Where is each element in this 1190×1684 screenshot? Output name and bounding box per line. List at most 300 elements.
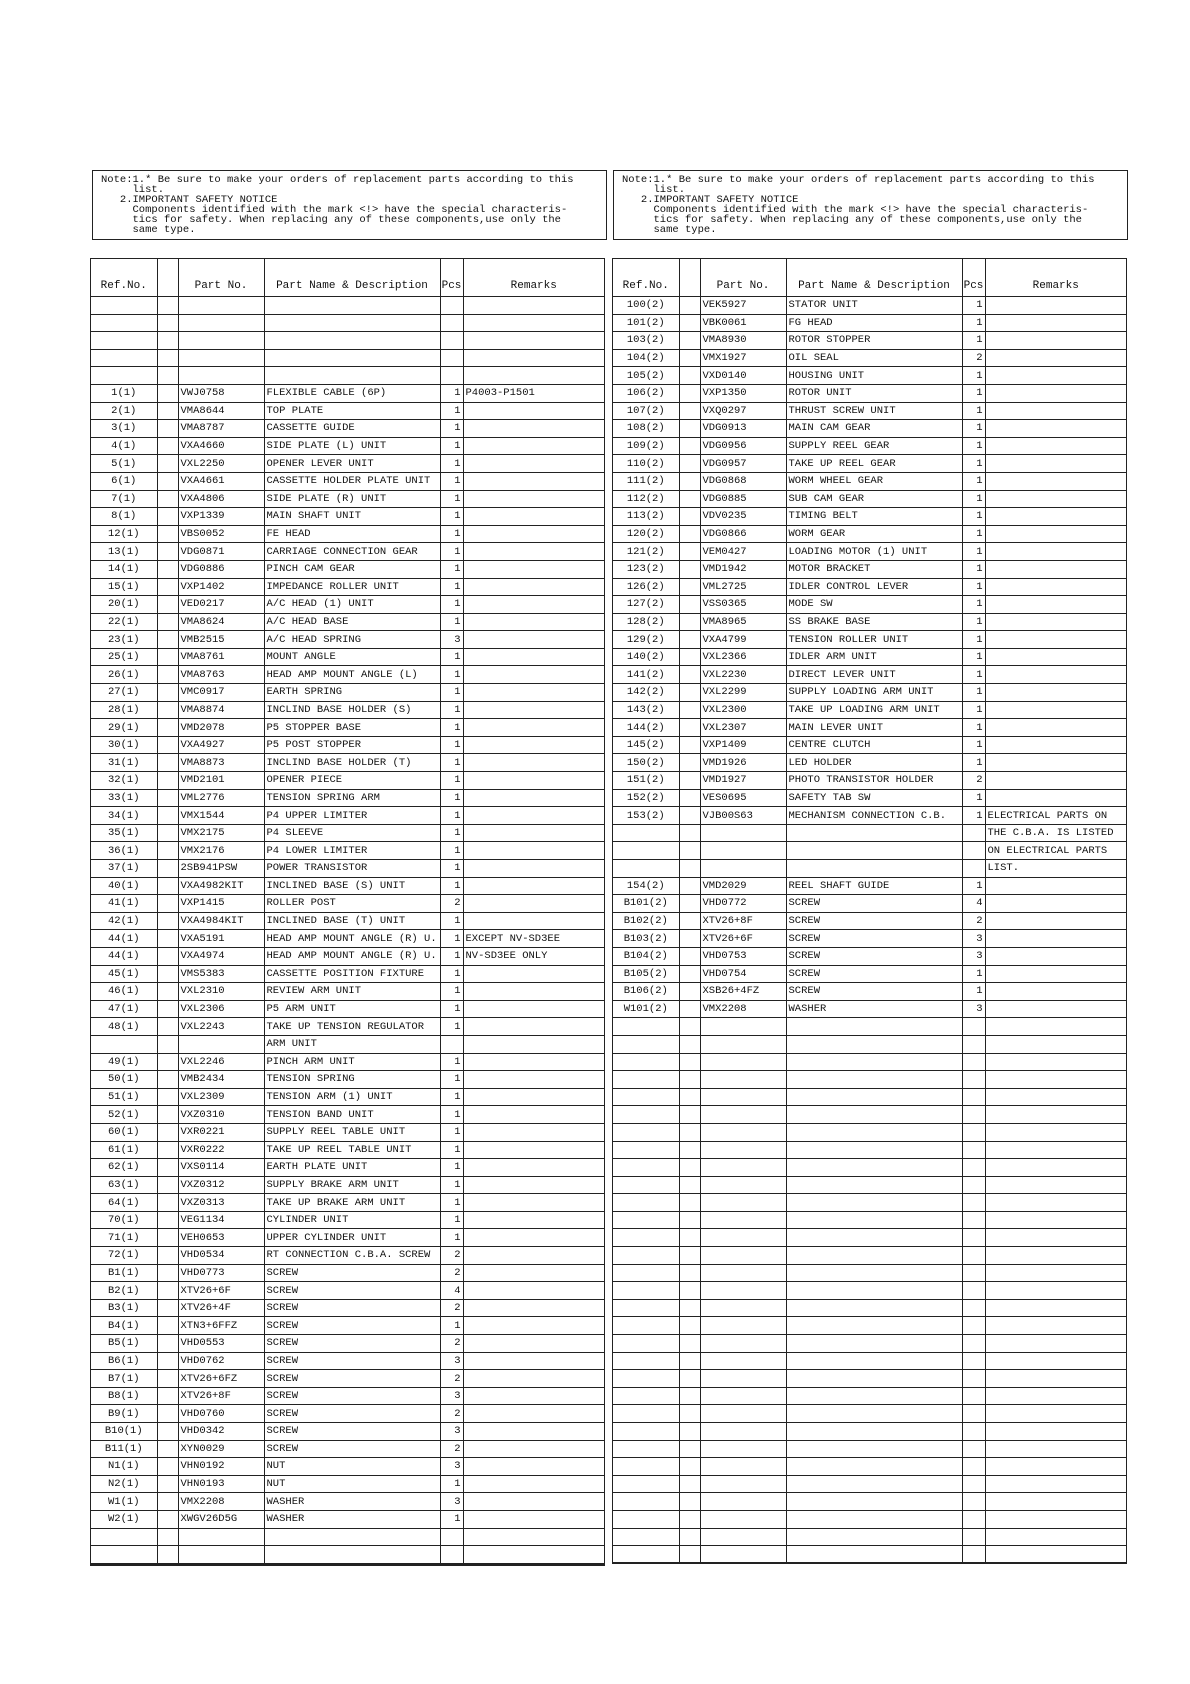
description-cell: TENSION ARM (1) UNIT — [264, 1088, 440, 1106]
part-no-cell: VED0217 — [178, 596, 264, 614]
ref-no-cell: 105(2) — [613, 367, 679, 385]
ref-no-cell: 61(1) — [91, 1141, 157, 1159]
table-row — [613, 1282, 1126, 1300]
part-no-cell: VHN0192 — [178, 1458, 264, 1476]
mark-cell — [157, 719, 178, 737]
pcs-cell — [962, 1423, 985, 1441]
ref-no-cell: 47(1) — [91, 1000, 157, 1018]
remarks-cell — [985, 1475, 1126, 1493]
table-row — [613, 367, 1126, 385]
mark-cell — [679, 1528, 700, 1546]
description-cell: SCREW — [786, 912, 962, 930]
mark-cell — [679, 684, 700, 702]
table-row — [91, 455, 604, 473]
pcs-cell: 4 — [962, 895, 985, 913]
remarks-cell — [985, 472, 1126, 490]
mark-cell — [157, 332, 178, 350]
ref-no-cell: 100(2) — [613, 297, 679, 315]
remarks-cell — [985, 332, 1126, 350]
pcs-cell: 1 — [440, 437, 463, 455]
mark-cell — [157, 384, 178, 402]
description-cell: TENSION SPRING — [264, 1071, 440, 1089]
mark-cell — [679, 1282, 700, 1300]
remarks-cell — [463, 508, 604, 526]
remarks-cell — [463, 1510, 604, 1528]
pcs-cell: 1 — [962, 543, 985, 561]
remarks-cell — [463, 613, 604, 631]
description-cell: ROTOR UNIT — [786, 384, 962, 402]
mark-cell — [157, 895, 178, 913]
part-no-cell: VMS5383 — [178, 965, 264, 983]
part-no-cell: VEM0427 — [700, 543, 786, 561]
part-no-cell — [700, 1458, 786, 1476]
ref-no-cell: 7(1) — [91, 490, 157, 508]
pcs-cell: 2 — [440, 1299, 463, 1317]
remarks-cell — [985, 1282, 1126, 1300]
description-cell: MODE SW — [786, 596, 962, 614]
remarks-cell — [985, 1159, 1126, 1177]
pcs-cell — [962, 1123, 985, 1141]
remarks-cell — [985, 1510, 1126, 1528]
table-row — [613, 596, 1126, 614]
ref-no-cell — [91, 349, 157, 367]
mark-cell — [157, 648, 178, 666]
table-row — [613, 349, 1126, 367]
part-no-cell — [700, 1510, 786, 1528]
part-no-cell: VHD0762 — [178, 1352, 264, 1370]
mark-cell — [679, 824, 700, 842]
ref-no-cell — [613, 1123, 679, 1141]
remarks-cell — [985, 1035, 1126, 1053]
remarks-cell — [985, 455, 1126, 473]
description-cell: TAKE UP LOADING ARM UNIT — [786, 701, 962, 719]
remarks-cell — [985, 947, 1126, 965]
remarks-cell — [985, 719, 1126, 737]
part-no-cell: VXA4927 — [178, 736, 264, 754]
description-cell: A/C HEAD BASE — [264, 613, 440, 631]
description-cell: SS BRAKE BASE — [786, 613, 962, 631]
part-no-cell: VHD0753 — [700, 947, 786, 965]
table-row — [613, 1247, 1126, 1265]
table-row — [613, 877, 1126, 895]
description-cell: CASSETTE GUIDE — [264, 420, 440, 438]
table-row — [91, 1528, 604, 1546]
pcs-cell — [962, 1141, 985, 1159]
remarks-cell — [985, 1018, 1126, 1036]
remarks-cell — [463, 648, 604, 666]
description-cell: LED HOLDER — [786, 754, 962, 772]
pcs-cell — [962, 1018, 985, 1036]
part-no-cell — [178, 332, 264, 350]
part-no-cell — [700, 1159, 786, 1177]
remarks-cell — [463, 1352, 604, 1370]
ref-no-cell: 14(1) — [91, 560, 157, 578]
pcs-cell — [962, 1159, 985, 1177]
remarks-cell — [463, 560, 604, 578]
table-row — [613, 1035, 1126, 1053]
mark-cell — [157, 1423, 178, 1441]
ref-no-cell: 32(1) — [91, 772, 157, 790]
remarks-cell — [985, 736, 1126, 754]
remarks-cell — [985, 895, 1126, 913]
ref-no-cell — [613, 1440, 679, 1458]
part-no-cell: VXS0114 — [178, 1159, 264, 1177]
mark-cell — [157, 983, 178, 1001]
mark-cell — [157, 349, 178, 367]
part-no-cell: VXP1409 — [700, 736, 786, 754]
remarks-cell — [985, 525, 1126, 543]
description-cell: ARM UNIT — [264, 1035, 440, 1053]
pcs-cell: 2 — [440, 1247, 463, 1265]
part-no-cell: VMA8763 — [178, 666, 264, 684]
description-cell: LOADING MOTOR (1) UNIT — [786, 543, 962, 561]
description-cell: SCREW — [264, 1423, 440, 1441]
description-cell — [264, 349, 440, 367]
mark-cell — [679, 332, 700, 350]
description-cell — [786, 1018, 962, 1036]
part-no-cell: XWGV26D5G — [178, 1510, 264, 1528]
part-no-cell: VXA4974 — [178, 947, 264, 965]
table-row — [613, 472, 1126, 490]
description-cell — [786, 1299, 962, 1317]
ref-no-cell: 15(1) — [91, 578, 157, 596]
description-cell: SUPPLY LOADING ARM UNIT — [786, 684, 962, 702]
ref-no-cell — [613, 1229, 679, 1247]
ref-no-cell — [613, 1018, 679, 1036]
table-row — [613, 384, 1126, 402]
ref-no-cell — [613, 1194, 679, 1212]
ref-no-cell: 103(2) — [613, 332, 679, 350]
ref-no-cell: B7(1) — [91, 1370, 157, 1388]
ref-no-cell — [91, 1546, 157, 1564]
description-cell: TIMING BELT — [786, 508, 962, 526]
mark-cell — [679, 1229, 700, 1247]
remarks-cell: LIST. — [985, 860, 1126, 878]
table-row — [613, 701, 1126, 719]
mark-cell — [679, 349, 700, 367]
ref-no-cell — [613, 1071, 679, 1089]
table-row — [613, 1528, 1126, 1546]
part-no-cell — [700, 1035, 786, 1053]
ref-no-cell: 28(1) — [91, 701, 157, 719]
part-no-cell — [700, 1088, 786, 1106]
pcs-cell — [440, 367, 463, 385]
mark-cell — [157, 578, 178, 596]
part-no-cell: XTV26+6FZ — [178, 1370, 264, 1388]
part-no-cell — [178, 314, 264, 332]
ref-no-cell: 36(1) — [91, 842, 157, 860]
remarks-cell — [463, 1194, 604, 1212]
mark-cell — [679, 1035, 700, 1053]
table-row — [91, 1088, 604, 1106]
ref-no-cell: N2(1) — [91, 1475, 157, 1493]
pcs-cell: 1 — [962, 596, 985, 614]
ref-no-cell — [613, 1159, 679, 1177]
remarks-cell — [985, 1211, 1126, 1229]
part-no-cell: VXA4982KIT — [178, 877, 264, 895]
pcs-cell: 1 — [440, 860, 463, 878]
remarks-cell — [985, 1123, 1126, 1141]
pcs-cell — [962, 1194, 985, 1212]
description-cell: SCREW — [264, 1387, 440, 1405]
table-row — [91, 543, 604, 561]
ref-no-cell: 48(1) — [91, 1018, 157, 1036]
description-cell: CARRIAGE CONNECTION GEAR — [264, 543, 440, 561]
table-row — [91, 1440, 604, 1458]
part-no-cell: VDG0913 — [700, 420, 786, 438]
description-cell: SCREW — [264, 1440, 440, 1458]
description-cell: SCREW — [264, 1370, 440, 1388]
remarks-cell — [463, 877, 604, 895]
ref-no-cell: 42(1) — [91, 912, 157, 930]
mark-cell — [679, 578, 700, 596]
ref-no-cell: 109(2) — [613, 437, 679, 455]
description-cell — [786, 1405, 962, 1423]
ref-no-cell: B8(1) — [91, 1387, 157, 1405]
part-no-cell: VXA4984KIT — [178, 912, 264, 930]
description-cell — [786, 1370, 962, 1388]
part-no-cell — [700, 1229, 786, 1247]
remarks-cell — [463, 1387, 604, 1405]
table-row — [613, 1352, 1126, 1370]
remarks-cell — [463, 789, 604, 807]
remarks-cell — [463, 490, 604, 508]
table-row — [91, 1282, 604, 1300]
ref-no-cell: 145(2) — [613, 736, 679, 754]
remarks-cell — [463, 1088, 604, 1106]
remarks-cell — [985, 1458, 1126, 1476]
part-no-cell — [700, 1176, 786, 1194]
mark-cell — [157, 1335, 178, 1353]
part-no-cell: XTV26+6F — [178, 1282, 264, 1300]
header-part-no: Part No. — [700, 259, 786, 297]
part-no-cell — [178, 1035, 264, 1053]
table-row — [91, 701, 604, 719]
pcs-cell: 2 — [440, 1335, 463, 1353]
ref-no-cell: 3(1) — [91, 420, 157, 438]
table-row — [91, 1405, 604, 1423]
part-no-cell: VES0695 — [700, 789, 786, 807]
pcs-cell — [962, 824, 985, 842]
pcs-cell — [962, 1493, 985, 1511]
pcs-cell: 1 — [440, 789, 463, 807]
pcs-cell: 3 — [440, 1423, 463, 1441]
table-row — [613, 613, 1126, 631]
ref-no-cell — [613, 1335, 679, 1353]
ref-no-cell — [613, 1211, 679, 1229]
description-cell — [786, 1247, 962, 1265]
remarks-cell — [985, 613, 1126, 631]
remarks-cell — [985, 1299, 1126, 1317]
pcs-cell: 1 — [440, 1071, 463, 1089]
table-row — [91, 772, 604, 790]
table-row — [613, 525, 1126, 543]
table-row — [613, 684, 1126, 702]
ref-no-cell: 4(1) — [91, 437, 157, 455]
description-cell: NUT — [264, 1458, 440, 1476]
mark-cell — [157, 490, 178, 508]
mark-cell — [157, 930, 178, 948]
part-no-cell: VHD0342 — [178, 1423, 264, 1441]
pcs-cell: 1 — [962, 332, 985, 350]
ref-no-cell — [613, 1405, 679, 1423]
part-no-cell: VMX2175 — [178, 824, 264, 842]
part-no-cell — [700, 1194, 786, 1212]
mark-cell — [157, 543, 178, 561]
remarks-cell — [985, 965, 1126, 983]
ref-no-cell: 71(1) — [91, 1229, 157, 1247]
ref-no-cell: 120(2) — [613, 525, 679, 543]
mark-cell — [157, 1387, 178, 1405]
mark-cell — [679, 613, 700, 631]
ref-no-cell: 150(2) — [613, 754, 679, 772]
pcs-cell: 3 — [962, 1000, 985, 1018]
table-row — [613, 736, 1126, 754]
table-row — [91, 596, 604, 614]
remarks-cell — [985, 772, 1126, 790]
remarks-cell — [985, 1176, 1126, 1194]
ref-no-cell: 1(1) — [91, 384, 157, 402]
description-cell: MOUNT ANGLE — [264, 648, 440, 666]
remarks-cell: THE C.B.A. IS LISTED — [985, 824, 1126, 842]
pcs-cell: 1 — [440, 648, 463, 666]
ref-no-cell: 153(2) — [613, 807, 679, 825]
description-cell: SUPPLY BRAKE ARM UNIT — [264, 1176, 440, 1194]
pcs-cell: 1 — [440, 736, 463, 754]
part-no-cell: VXR0221 — [178, 1123, 264, 1141]
remarks-cell — [463, 1423, 604, 1441]
ref-no-cell — [613, 1317, 679, 1335]
ref-no-cell — [613, 1528, 679, 1546]
description-cell: REVIEW ARM UNIT — [264, 983, 440, 1001]
table-row — [613, 1159, 1126, 1177]
table-row — [91, 525, 604, 543]
mark-cell — [157, 314, 178, 332]
part-no-cell: VML2776 — [178, 789, 264, 807]
ref-no-cell — [613, 1458, 679, 1476]
table-row — [613, 314, 1126, 332]
ref-no-cell — [91, 367, 157, 385]
ref-no-cell: 106(2) — [613, 384, 679, 402]
mark-cell — [679, 666, 700, 684]
description-cell: HEAD AMP MOUNT ANGLE (L) — [264, 666, 440, 684]
pcs-cell — [440, 349, 463, 367]
mark-cell — [157, 420, 178, 438]
description-cell: A/C HEAD (1) UNIT — [264, 596, 440, 614]
remarks-cell — [985, 560, 1126, 578]
ref-no-cell: 27(1) — [91, 684, 157, 702]
part-no-cell — [700, 1440, 786, 1458]
table-row — [91, 472, 604, 490]
table-row — [91, 420, 604, 438]
table-row — [613, 560, 1126, 578]
mark-cell — [157, 1159, 178, 1177]
remarks-cell — [463, 1211, 604, 1229]
ref-no-cell: B104(2) — [613, 947, 679, 965]
pcs-cell: 1 — [440, 384, 463, 402]
description-cell — [264, 367, 440, 385]
ref-no-cell: 29(1) — [91, 719, 157, 737]
pcs-cell — [962, 1405, 985, 1423]
table-row — [613, 631, 1126, 649]
table-row — [613, 772, 1126, 790]
mark-cell — [157, 1510, 178, 1528]
mark-cell — [157, 367, 178, 385]
ref-no-cell — [613, 1423, 679, 1441]
remarks-cell — [985, 1088, 1126, 1106]
ref-no-cell: 111(2) — [613, 472, 679, 490]
pcs-cell: 1 — [440, 1475, 463, 1493]
part-no-cell: VXA4660 — [178, 437, 264, 455]
remarks-cell — [463, 772, 604, 790]
table-row — [613, 1299, 1126, 1317]
table-row — [91, 613, 604, 631]
ref-no-cell — [613, 1053, 679, 1071]
table-row — [613, 965, 1126, 983]
mark-cell — [157, 1405, 178, 1423]
pcs-cell: 1 — [440, 1510, 463, 1528]
pcs-cell: 1 — [440, 807, 463, 825]
table-row — [613, 947, 1126, 965]
description-cell: INCLIND BASE HOLDER (T) — [264, 754, 440, 772]
ref-no-cell — [613, 1387, 679, 1405]
pcs-cell — [962, 1106, 985, 1124]
description-cell: TENSION SPRING ARM — [264, 789, 440, 807]
remarks-cell — [985, 631, 1126, 649]
table-row — [91, 1423, 604, 1441]
pcs-cell: 1 — [440, 1106, 463, 1124]
description-cell: SCREW — [786, 947, 962, 965]
ref-no-cell: 22(1) — [91, 613, 157, 631]
table-row — [91, 1493, 604, 1511]
pcs-cell — [962, 842, 985, 860]
remarks-cell — [463, 455, 604, 473]
remarks-cell — [985, 648, 1126, 666]
description-cell — [786, 842, 962, 860]
header-pcs: Pcs — [962, 259, 985, 297]
part-no-cell — [700, 860, 786, 878]
pcs-cell: 1 — [962, 983, 985, 1001]
mark-cell — [679, 1176, 700, 1194]
mark-cell — [157, 1088, 178, 1106]
description-cell: WORM GEAR — [786, 525, 962, 543]
ref-no-cell — [91, 297, 157, 315]
ref-no-cell: 37(1) — [91, 860, 157, 878]
description-cell: P4 LOWER LIMITER — [264, 842, 440, 860]
table-row — [91, 824, 604, 842]
table-row — [613, 1317, 1126, 1335]
description-cell — [786, 1440, 962, 1458]
pcs-cell: 1 — [440, 965, 463, 983]
ref-no-cell: 31(1) — [91, 754, 157, 772]
part-no-cell: 2SB941PSW — [178, 860, 264, 878]
remarks-cell — [463, 1405, 604, 1423]
remarks-cell: P4003-P1501 — [463, 384, 604, 402]
ref-no-cell: 40(1) — [91, 877, 157, 895]
description-cell: INCLIND BASE HOLDER (S) — [264, 701, 440, 719]
pcs-cell — [962, 1440, 985, 1458]
mark-cell — [679, 1000, 700, 1018]
remarks-cell — [463, 807, 604, 825]
remarks-cell — [985, 1440, 1126, 1458]
ref-no-cell: 143(2) — [613, 701, 679, 719]
table-row — [91, 1035, 604, 1053]
remarks-cell — [463, 684, 604, 702]
table-row — [613, 1405, 1126, 1423]
table-row — [613, 912, 1126, 930]
mark-cell — [157, 437, 178, 455]
table-row — [91, 930, 604, 948]
